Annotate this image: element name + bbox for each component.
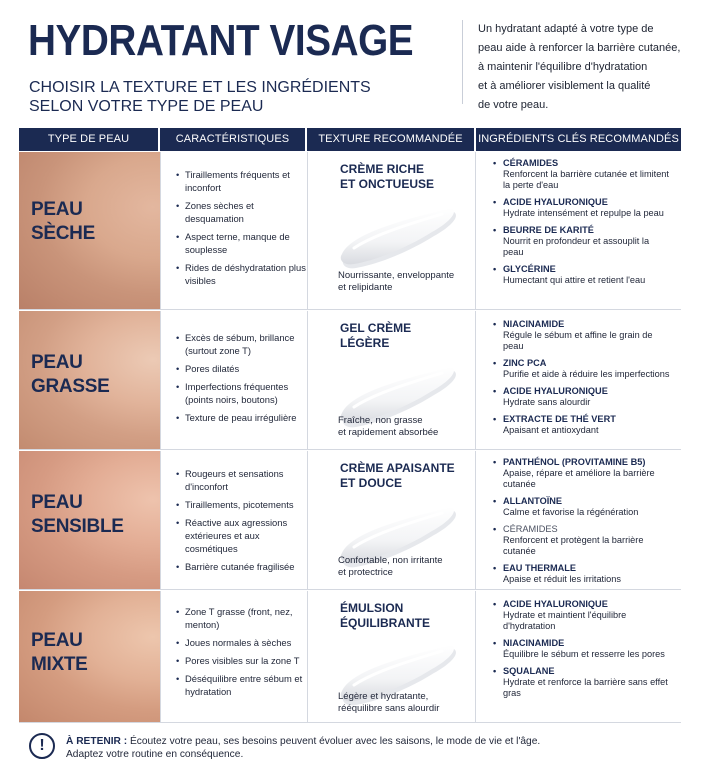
texture-description-line: et relipidante xyxy=(338,282,393,293)
table-header xyxy=(19,128,681,151)
ingredient-name: • ACIDE HYALURONIQUE xyxy=(503,197,608,207)
ingredient-description: Apaise, répare et améliore la barrière cutanée xyxy=(503,468,655,489)
intro-line: de votre peau. xyxy=(478,99,549,111)
texture-description-line: rééquilibre sans alourdir xyxy=(338,703,440,714)
texture-title-line: CRÈME RICHE xyxy=(340,162,425,176)
table-row xyxy=(19,591,681,723)
column-divider xyxy=(307,311,308,450)
texture-title-line: CRÈME APAISANTE xyxy=(340,461,455,475)
subtitle-line: CHOISIR LA TEXTURE ET LES INGRÉDIENTS xyxy=(29,79,371,96)
texture-description xyxy=(338,415,478,439)
characteristics-list xyxy=(176,605,306,703)
ingredient-item xyxy=(493,414,671,436)
ingredient-item xyxy=(493,158,671,191)
column-header-characteristics: CARACTÉRISTIQUES xyxy=(160,128,305,151)
footer-text xyxy=(66,735,686,761)
intro-line: peau aide à renforcer la barrière cutanée, xyxy=(478,42,681,54)
ingredient-description: Humectant qui attire et retient l'eau xyxy=(503,275,646,285)
ingredient-name: • ACIDE HYALURONIQUE xyxy=(503,599,608,609)
characteristic-item: • Zones sèches et desquamation xyxy=(176,199,306,225)
texture-title-line: ÉMULSION xyxy=(340,601,404,615)
characteristic-item: • Aspect terne, manque de souplesse xyxy=(176,230,306,256)
texture-description-line: Nourrissante, enveloppante xyxy=(338,270,455,281)
texture-description-line: et rapidement absorbée xyxy=(338,427,439,438)
ingredients-list xyxy=(493,319,671,442)
skin-photo xyxy=(19,152,160,310)
characteristic-item: • Rougeurs et sensations d'inconfort xyxy=(176,467,306,493)
ingredient-name: • CÉRAMIDES xyxy=(503,158,559,168)
skin-type-label-line: PEAU xyxy=(31,492,83,513)
characteristic-item: • Tiraillements, picotements xyxy=(176,498,306,511)
texture-description-line: Confortable, non irritante xyxy=(338,555,443,566)
ingredient-description: Hydrate et maintient l'équilibre d'hydratation xyxy=(503,610,627,631)
characteristic-item: • Barrière cutanée fragilisée xyxy=(176,560,306,573)
texture-description-line: et protectrice xyxy=(338,567,393,578)
table-row xyxy=(19,451,681,590)
characteristic-item: • Tiraillements fréquents et inconfort xyxy=(176,168,306,194)
skin-type-label xyxy=(31,198,95,246)
ingredient-name: • EXTRACTE DE THÉ VERT xyxy=(503,414,616,424)
ingredient-name: • BEURRE DE KARITÉ xyxy=(503,225,594,235)
ingredient-description: Équilibre le sébum et resserre les pores xyxy=(503,649,665,659)
column-header-texture: TEXTURE RECOMMANDÉE xyxy=(307,128,474,151)
texture-description xyxy=(338,691,478,715)
ingredient-name: • PANTHÉNOL (PROVITAMINE B5) xyxy=(503,457,646,467)
column-header-ingredients: INGRÉDIENTS CLÉS RECOMMANDÉS xyxy=(476,128,681,151)
header-divider xyxy=(462,20,463,104)
column-divider xyxy=(160,152,161,310)
texture-title xyxy=(340,601,460,631)
skin-type-label-line: GRASSE xyxy=(31,376,110,397)
characteristic-item: • Pores dilatés xyxy=(176,362,306,375)
ingredient-description: Purifie et aide à réduire les imperfections xyxy=(503,369,670,379)
ingredient-item xyxy=(493,197,671,219)
table-row xyxy=(19,152,681,310)
ingredient-description: Renforcent et protègent la barrière cutanée xyxy=(503,535,644,556)
skin-photo xyxy=(19,451,160,590)
ingredient-item xyxy=(493,319,671,352)
characteristic-item: • Imperfections fréquentes (points noirs, boutons) xyxy=(176,380,306,406)
row-divider xyxy=(19,722,681,723)
characteristic-item: • Déséquilibre entre sébum et hydratation xyxy=(176,672,306,698)
ingredient-description: Régule le sébum et affine le grain de peau xyxy=(503,330,653,351)
texture-title xyxy=(340,321,460,351)
row-divider xyxy=(19,449,681,450)
ingredient-item xyxy=(493,358,671,380)
column-divider xyxy=(160,591,161,723)
cream-swatch-image xyxy=(332,196,460,270)
row-divider xyxy=(19,309,681,310)
ingredients-list xyxy=(493,457,671,591)
ingredient-name: • ZINC PCA xyxy=(503,358,547,368)
characteristic-item: • Zone T grasse (front, nez, menton) xyxy=(176,605,306,631)
page-header xyxy=(0,0,701,126)
ingredients-list xyxy=(493,599,671,705)
characteristics-list xyxy=(176,168,306,292)
column-divider xyxy=(307,451,308,590)
texture-title-line: GEL CRÈME xyxy=(340,321,412,335)
characteristics-list xyxy=(176,467,306,578)
ingredient-item xyxy=(493,264,671,286)
footer-message: Écoutez votre peau, ses besoins peuvent évoluer avec les saisons, le mode de vie et l'âge. xyxy=(127,736,541,747)
intro-line: et à améliorer visiblement la qualité xyxy=(478,80,651,92)
ingredient-description: Renforcent la barrière cutanée et limitent la perte d'eau xyxy=(503,169,669,190)
ingredient-description: Hydrate intensément et repulpe la peau xyxy=(503,208,664,218)
ingredient-item xyxy=(493,563,671,585)
column-divider xyxy=(307,152,308,310)
characteristic-item: • Texture de peau irrégulière xyxy=(176,411,306,424)
ingredient-description: Apaisant et antioxydant xyxy=(503,425,599,435)
ingredient-item xyxy=(493,638,671,660)
skin-type-label xyxy=(31,491,124,539)
characteristic-item: • Rides de déshydratation plus visibles xyxy=(176,261,306,287)
ingredient-item xyxy=(493,225,671,258)
texture-title xyxy=(340,162,460,192)
intro-text xyxy=(478,20,688,115)
ingredient-name: • EAU THERMALE xyxy=(503,563,576,573)
ingredient-description: Hydrate sans alourdir xyxy=(503,397,591,407)
column-divider xyxy=(307,591,308,723)
ingredient-name: • ACIDE HYALURONIQUE xyxy=(503,386,608,396)
footer-label: À RETENIR : xyxy=(66,736,128,747)
skin-type-label-line: PEAU xyxy=(31,630,83,651)
skin-type-label-line: PEAU xyxy=(31,199,83,220)
ingredient-name: • CÉRAMIDES xyxy=(503,524,558,534)
skin-type-label xyxy=(31,629,88,677)
column-header-skin-type: TYPE DE PEAU xyxy=(19,128,158,151)
skin-type-label-line: SÈCHE xyxy=(31,223,95,244)
texture-description xyxy=(338,270,478,294)
characteristic-item: • Joues normales à sèches xyxy=(176,636,306,649)
texture-title-line: ET ONCTUEUSE xyxy=(340,177,435,191)
ingredient-item xyxy=(493,496,671,518)
table-row xyxy=(19,311,681,450)
ingredient-name: • GLYCÉRINE xyxy=(503,264,556,274)
exclamation-icon: ! xyxy=(29,733,55,759)
ingredient-item xyxy=(493,599,671,632)
skin-type-label-line: PEAU xyxy=(31,352,83,373)
page-title: HYDRATANT VISAGE xyxy=(28,16,414,65)
footer-message-2: Adaptez votre routine en conséquence. xyxy=(66,749,244,760)
characteristics-list xyxy=(176,331,306,429)
characteristic-item: • Excès de sébum, brillance (surtout zone T) xyxy=(176,331,306,357)
ingredient-item xyxy=(493,457,671,490)
ingredient-description: Calme et favorise la régénération xyxy=(503,507,639,517)
skin-photo xyxy=(19,311,160,450)
ingredient-name: • NIACINAMIDE xyxy=(503,638,565,648)
ingredient-description: Apaise et réduit les irritations xyxy=(503,574,621,584)
characteristic-item: • Pores visibles sur la zone T xyxy=(176,654,306,667)
column-divider xyxy=(160,451,161,590)
page-subtitle xyxy=(29,78,449,116)
intro-line: Un hydratant adapté à votre type de xyxy=(478,23,654,35)
ingredient-item xyxy=(493,386,671,408)
skin-photo xyxy=(19,591,160,723)
skin-type-label-line: SENSIBLE xyxy=(31,516,124,537)
ingredient-description: Nourrit en profondeur et assouplit la peau xyxy=(503,236,650,257)
ingredient-name: • ALLANTOÏNE xyxy=(503,496,563,506)
ingredient-name: • SQUALANE xyxy=(503,666,555,676)
cream-swatch xyxy=(332,196,460,270)
texture-description-line: Légère et hydratante, xyxy=(338,691,429,702)
texture-title-line: ET DOUCE xyxy=(340,476,403,490)
texture-title xyxy=(340,461,460,491)
texture-description xyxy=(338,555,478,579)
footer-note xyxy=(0,724,701,768)
skin-type-label xyxy=(31,351,109,399)
ingredient-name: • NIACINAMIDE xyxy=(503,319,565,329)
intro-line: à maintenir l'équilibre d'hydratation xyxy=(478,61,648,73)
texture-title-line: LÉGÈRE xyxy=(340,336,390,350)
subtitle-line: SELON VOTRE TYPE DE PEAU xyxy=(29,98,264,115)
skin-type-label-line: MIXTE xyxy=(31,654,88,675)
characteristic-item: • Réactive aux agressions extérieures et aux cosmétiques xyxy=(176,516,306,555)
ingredient-item xyxy=(493,666,671,699)
texture-title-line: ÉQUILIBRANTE xyxy=(340,616,430,630)
texture-description-line: Fraîche, non grasse xyxy=(338,415,423,426)
ingredients-list xyxy=(493,158,671,292)
column-divider xyxy=(160,311,161,450)
ingredient-item xyxy=(493,524,671,557)
ingredient-description: Hydrate et renforce la barrière sans effet gras xyxy=(503,677,668,698)
